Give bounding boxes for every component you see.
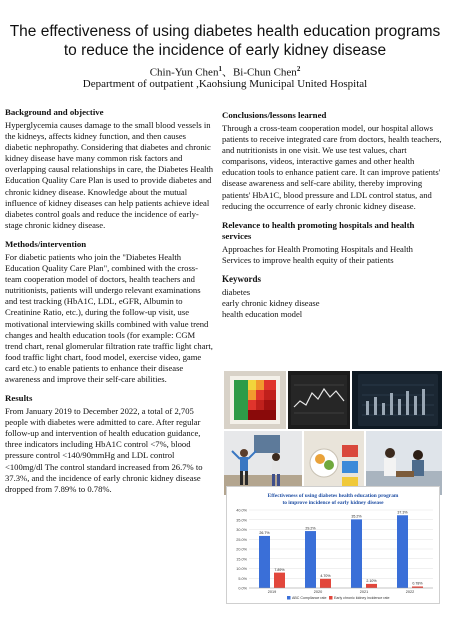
chart-value-label: 37.3% [397,510,408,515]
chart-bar [305,531,316,588]
relevance-section [222,220,444,266]
author-2-sup: 2 [296,65,301,73]
chart-bar [320,579,331,588]
chart-bar [259,536,270,588]
chart-title: Effectiveness of using diabetes health education program [267,493,399,499]
chart-y-tick-label: 25.0% [236,537,247,542]
keywords-section [222,274,444,321]
egfr-traffic-light-photo [224,371,286,429]
chart-y-tick-label: 15.0% [236,557,247,562]
department: Department of outpatient ,Kaohsiung Municipal United Hospital [82,78,368,90]
title-line-1: The effectiveness of using diabetes health education programs [9,23,441,40]
chart-value-label: 7.89% [274,567,285,572]
chart-y-tick-label: 30.0% [236,528,247,532]
author-2: Bi-Chun Chen [232,66,297,79]
background-text: Hyperglycemia causes damage to the small blood vessels in the kidneys, affects kidney function, and then causes diabetic nephropathy. Considering that diabetes and chronic kidney disease have many common risk factors and overlapping causal relationships in care, the Diabetes Health Education Quality Care Plan is used to provide diabetes and chronic kidney disease. Knowledge about the mutual influence of kidney diseases can help patients achieve ideal diabetes control goals and reduce the incidence of early-stage chronic kidney disease. [5,120,214,230]
chart-x-axis [249,588,433,594]
chart-y-tick-label: 10.0% [236,567,247,571]
chart-value-label: 0.78% [412,581,423,586]
chart-value-label: 26.7% [259,531,270,536]
chart-bar [351,519,362,588]
chart-bar [366,584,377,588]
chart-y-tick-label: 5.0% [238,576,247,581]
chart-x-tick-label: 2020 [313,590,323,594]
background-heading: Background and objective [5,107,104,117]
chart-y-tick-label: 35.0% [236,518,247,523]
results-chart [226,486,440,604]
methods-section [5,239,214,385]
chart-value-label: 2.10% [366,579,377,584]
relevance-text: Approaches for Health Promoting Hospitals and Health Services to improve health equity of their patients [222,243,413,265]
author-separator: 、 [221,66,233,79]
conclusions-text: Through a cross-team cooperation model, our hospital allows patients to receive integrated care from doctors, health teachers, and nutritionists in one visit. We use test values, chart comparisons, videos, interactive games and other health education tools to enhance patient care. It can improve patients' disease awareness and self-care ability, thereby improving patients' HbA1C, blood pressure and LDL control status, and reducing the occurrence of early chronic kidney disease. [222,123,442,211]
chart-legend-swatch [329,596,333,600]
chart-bar [397,515,408,588]
results-bar-chart [227,487,439,603]
chart-bars [259,510,423,588]
author-1: Chin-Yun Chen [149,66,219,79]
cgm-screen-photo [288,371,350,429]
photo-collage [224,371,442,497]
chart-x-tick-label: 2019 [267,590,277,594]
chart-legend-label: ABC Compliance rate [292,596,327,600]
right-column [222,110,444,329]
relevance-heading: Relevance to health promoting hospitals and health services [222,219,415,241]
chart-x-tick-label: 2022 [405,590,415,594]
results-section [5,393,214,495]
background-section [5,107,214,231]
left-column [5,107,214,503]
chart-value-label: 35.2% [351,514,362,519]
chart-legend-swatch [287,596,291,600]
results-heading: Results [5,393,33,404]
methods-heading: Methods/intervention [5,238,87,249]
traffic-light-chart-illustration [224,371,286,429]
chart-y-tick-label: 20.0% [236,547,247,552]
chart-y-tick-label: 0.0% [238,586,247,591]
chart-bar [274,573,285,588]
chart-y-axis [236,509,247,591]
poster-title [8,22,442,60]
keywords-heading: Keywords [222,273,261,284]
tablet-chart-illustration [352,371,442,429]
chart-value-label: 29.2% [305,526,316,531]
methods-text: For diabetic patients who join the "Diabetes Health Education Quality Care Plan", combined with the cross-team cooperation model of doctors, health teachers and nutritionists, patients will undergo relevant examinations and test tracking (HbA1C, LDL, eGFR, Albumin to Creatinine Ratio, etc.), during the follow-up visit, use motivational interviewing skills combined with value trend changes and health education tools (for example: CGM trend chart, renal glomerular filtration rate traffic light chart, food traffic light chart, food model, exercise video, game card etc.) to enable patients to enhance their disease awareness and improve their self-care abilities. [5,251,213,384]
chart-subtitle: to improve incidence of early kidney disease [282,500,384,506]
conclusions-section [222,110,444,212]
keyword-item: diabetes [222,286,251,297]
keyword-item: early chronic kidney disease [222,298,320,309]
tablet-trend-photo [352,371,442,429]
chart-legend-label: Early chronic kidney incidence rate [334,596,390,600]
keyword-item: health education model [222,309,303,320]
chart-y-tick-label: 40.0% [236,508,247,513]
results-text: From January 2019 to December 2022, a total of 2,705 people with diabetes were admitted to care. After regular follow-up and intervention of health education guidance, three indicators including HbA1C control <7%, blood pressure control <140/90mmHg and LDL control <100mg/dl The control standard increased from 26.7% to 37.3%, and the incidence of early chronic kidney disease dropped from 7.89% to 0.78%. [5,406,203,494]
cgm-trend-illustration [288,371,350,429]
title-line-2: to reduce the incidence of early kidney disease [63,42,387,59]
chart-legend [287,596,390,600]
conclusions-heading: Conclusions/lessons learned [222,110,327,120]
author-1-sup: 1 [218,65,222,73]
chart-x-tick-label: 2021 [359,590,369,594]
chart-value-label: 4.70% [320,574,331,579]
